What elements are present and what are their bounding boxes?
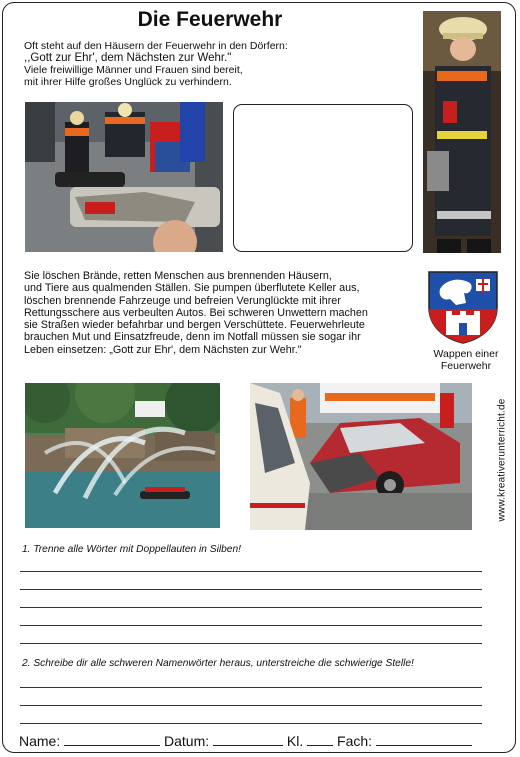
date-field[interactable] [213,733,283,746]
body-line: Sie löschen Brände, retten Menschen aus brennenden Häusern, [24,270,332,282]
website-text: www.kreativerunterricht.de [496,398,508,522]
task-2: 2. Schreibe dir alle schweren Namenwörter heraus, unterstreiche die schwierige Stelle! [22,658,414,669]
writing-line[interactable] [20,625,482,626]
body-text [24,270,414,356]
page-title: Die Feuerwehr [137,8,283,31]
intro-line: Oft steht auf den Häusern der Feuerwehr in den Dörfern: [24,40,288,52]
intro-line: ,,Gott zur Ehr', dem Nächsten zur Wehr." [24,52,232,64]
subject-label: Fach: [337,733,373,749]
fireboat-photo [25,383,220,528]
intro-line: mit ihrer Hilfe großes Unglück zu verhindern. [24,76,232,88]
writing-line[interactable] [20,607,482,608]
name-label: Name: [19,733,61,749]
writing-line[interactable] [20,643,482,644]
firefighter-photo [423,11,501,253]
coat-of-arms-image [426,269,500,345]
rescue-exercise-photo [25,102,223,252]
body-line: und Tiere aus qualmenden Ställen. Sie pumpen überflutete Keller aus, [24,282,360,295]
body-line: sie Straßen wieder befahrbar und bergen Verschüttete. Feuerwehrleute [24,319,365,332]
body-line: Leben einsetzen: „Gott zur Ehr', dem Nächsten zur Wehr." [24,343,302,356]
subject-field[interactable] [376,733,472,746]
class-field[interactable] [307,733,333,746]
writing-line[interactable] [20,589,482,590]
writing-line[interactable] [20,571,482,572]
writing-line[interactable] [20,705,482,706]
writing-line[interactable] [20,723,482,724]
task-1: 1. Trenne alle Wörter mit Doppellauten in Silben! [22,544,241,555]
coat-of-arms-caption [418,348,514,372]
caption-line: Wappen einer [433,348,499,360]
car-accident-photo [250,383,472,530]
body-line: löschen brennende Fahrzeuge und befreien Verunglückte mit ihrer [24,294,341,307]
writing-line[interactable] [20,687,482,688]
caption-line: Feuerwehr [440,360,492,372]
class-label: Kl. [286,733,304,749]
date-label: Datum: [164,733,210,749]
name-field[interactable] [64,733,160,746]
footer [19,733,472,749]
website-credit [495,395,509,525]
body-line: Rettungsschere aus verbeulten Autos. Bei schweren Unwettern machen [24,306,368,319]
body-line: brauchen Mut und Einsatzfreude, denn im Notfall müssen sie sogar ihr [24,331,361,344]
intro-line: Viele freiwillige Männer und Frauen sind bereit, [24,64,243,76]
drawing-box[interactable] [233,104,413,252]
intro-text [24,40,354,88]
